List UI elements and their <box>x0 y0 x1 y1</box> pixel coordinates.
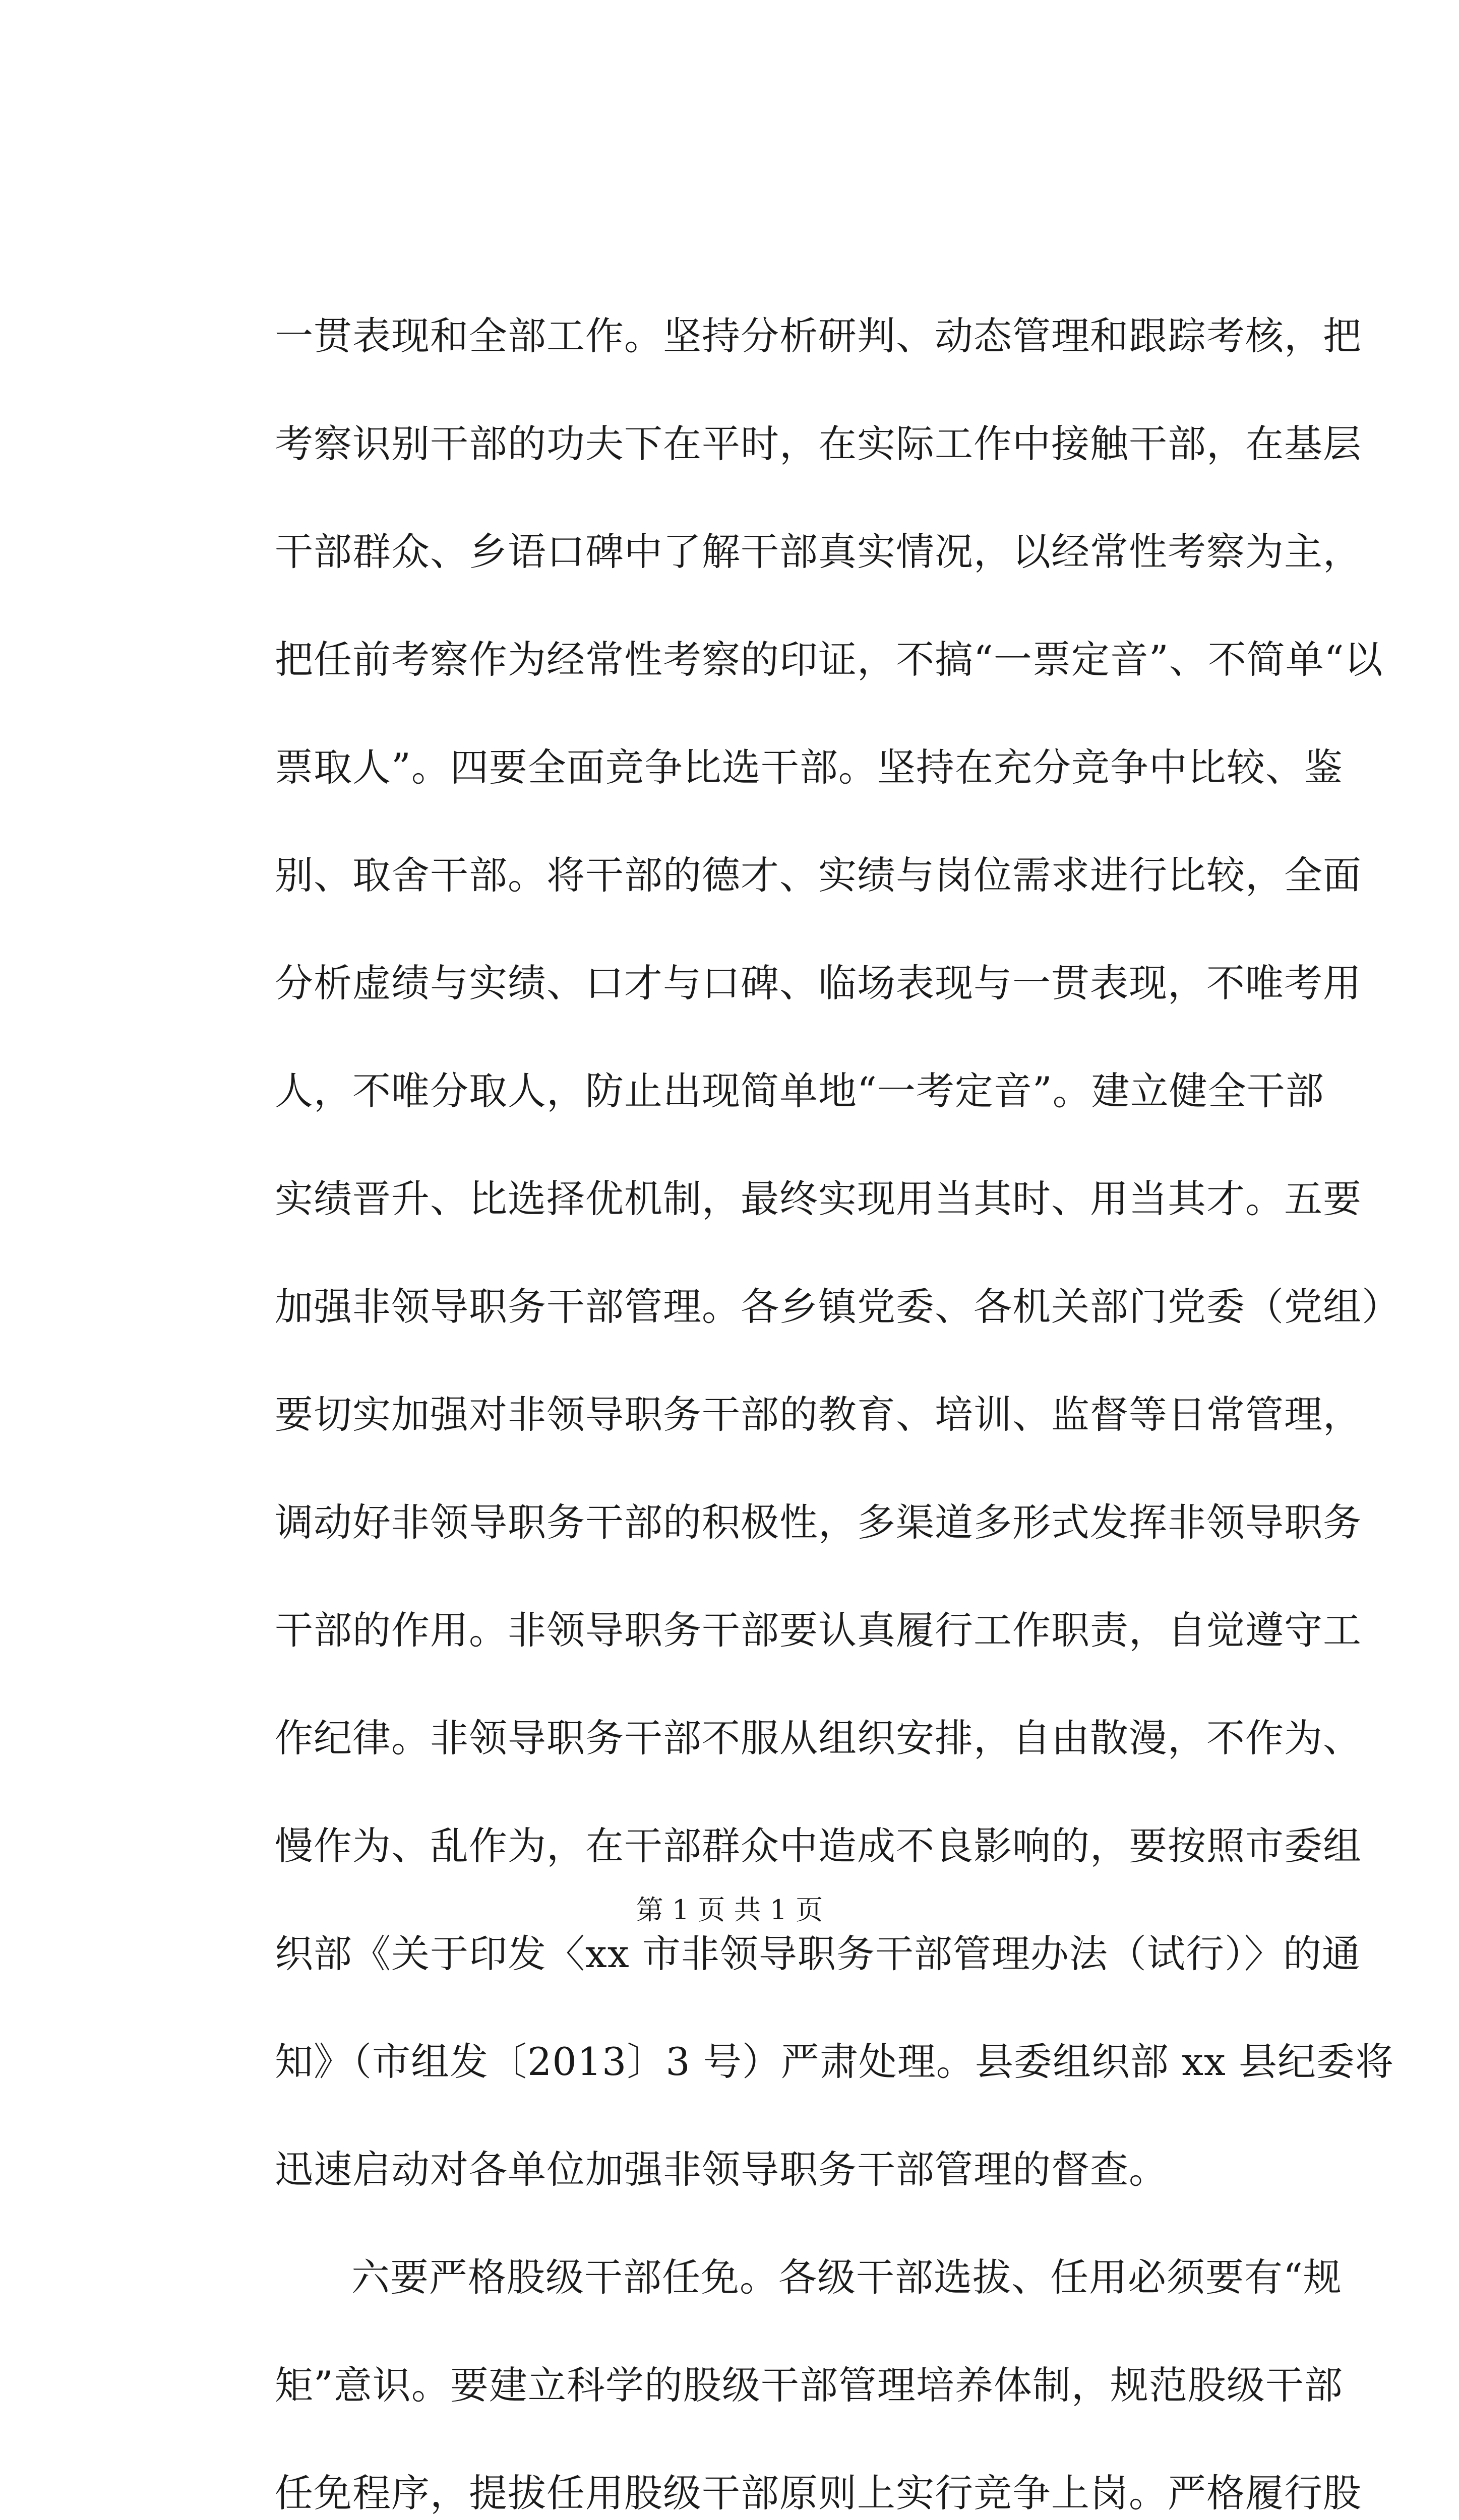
text-line-8: 人，不唯分取人，防止出现简单地“一考定音”。建立健全干部 <box>275 1068 1324 1113</box>
text-line-18: 迅速启动对各单位加强非领导职务干部管理的督查。 <box>275 2147 1168 2192</box>
text-line-21: 任免程序，提拔任用股级干部原则上实行竞争上岗。严格履行股 <box>275 2471 1362 2515</box>
text-line-9: 实绩晋升、比选择优机制，最终实现用当其时、用当其才。五要 <box>275 1176 1362 1221</box>
text-line-5: 票取人”。四要全面竞争比选干部。坚持在充分竞争中比较、鉴 <box>275 745 1343 790</box>
text-line-1: 一贯表现和全部工作。坚持分析研判、动态管理和跟踪考核，把 <box>275 313 1362 358</box>
text-line-2: 考察识别干部的功夫下在平时，在实际工作中接触干部，在基层 <box>275 421 1362 466</box>
text-line-11: 要切实加强对非领导职务干部的教育、培训、监督等日常管理， <box>275 1392 1362 1437</box>
text-line-7: 分析虚绩与实绩、口才与口碑、临场表现与一贯表现，不唯考用 <box>275 961 1362 1005</box>
text-line-17: 知》（市组发〔2013〕3 号）严肃处理。县委组织部 xx 县纪委将 <box>275 2039 1394 2084</box>
text-line-6: 别、取舍干部。将干部的德才、实绩与岗位需求进行比较，全面 <box>275 853 1362 898</box>
text-line-19: 六要严格股级干部任免。各级干部选拔、任用必须要有“规 <box>351 2255 1342 2300</box>
text-line-16: 织部《关于印发〈xx 市非领导职务干部管理办法（试行）〉的通 <box>275 1931 1361 1976</box>
text-line-15: 慢作为、乱作为，在干部群众中造成不良影响的，要按照市委组 <box>275 1823 1362 1868</box>
page-footer: 第 1 页 共 1 页 <box>636 1894 823 1926</box>
text-line-12: 调动好非领导职务干部的积极性，多渠道多形式发挥非领导职务 <box>275 1500 1362 1545</box>
text-line-13: 干部的作用。非领导职务干部要认真履行工作职责，自觉遵守工 <box>275 1608 1362 1653</box>
text-line-20: 矩”意识。要建立科学的股级干部管理培养体制，规范股级干部 <box>275 2363 1343 2408</box>
text-line-3: 干部群众、乡语口碑中了解干部真实情况，以经常性考察为主， <box>275 529 1362 574</box>
text-line-14: 作纪律。非领导职务干部不服从组织安排，自由散漫，不作为、 <box>275 1716 1362 1760</box>
document-body <box>275 282 1401 2520</box>
text-line-4: 把任前考察作为经常性考察的印证，不搞“一票定音”、不简单“以 <box>275 637 1383 682</box>
text-line-10: 加强非领导职务干部管理。各乡镇党委、各机关部门党委（党组） <box>275 1284 1401 1329</box>
